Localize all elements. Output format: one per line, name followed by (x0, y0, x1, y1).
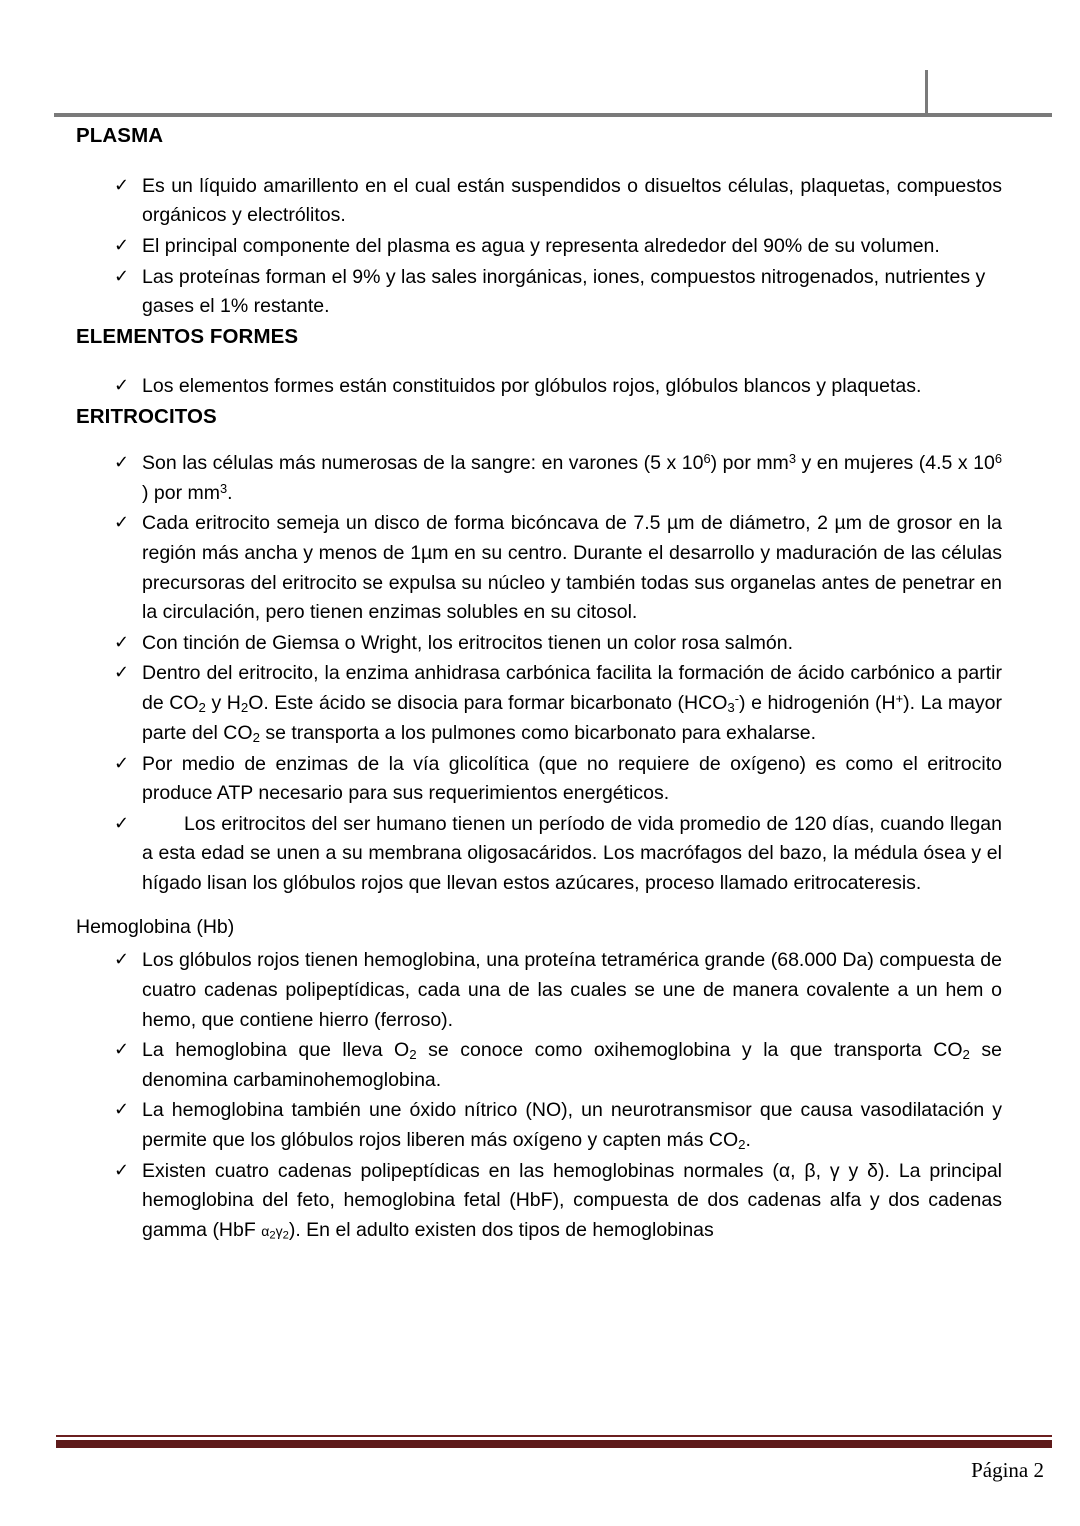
plasma-list (0, 172, 1080, 322)
page-header (0, 0, 1080, 120)
text-fragment: La hemoglobina que lleva O (142, 1039, 410, 1062)
text-fragment: Los eritrocitos del ser humano tienen un período de vida promedio de 120 días, cuando llegan a esta edad se unen a su membrana oligosacáridos. Los macrófagos del bazo, la médula ósea y el hígado lisan los glóbulos rojos que llevan estos azúcares, proceso llamado eritrocateresis. (142, 812, 1002, 895)
hbf-chain-formula (261, 1222, 289, 1242)
header-divider-rule (54, 113, 1052, 117)
page-number: Página 2 (971, 1458, 1044, 1482)
text-fragment: ) e hidrogenión (H (739, 692, 896, 715)
document-body (0, 122, 1080, 1247)
subscript: 2 (962, 1047, 970, 1063)
subscript: 2 (282, 1229, 289, 1242)
list-item (0, 810, 1080, 899)
subscript: 2 (738, 1136, 746, 1152)
text-fragment: y H (205, 692, 241, 715)
text-fragment: ) por mm (710, 451, 789, 474)
text-fragment: se transporta a los pulmones como bicarbonato para exhalarse. (259, 721, 817, 744)
superscript: 6 (994, 450, 1003, 466)
superscript: 6 (703, 450, 711, 466)
text-fragment: Dentro del eritrocito, la enzima anhidrasa carbónica facilita la formación de ácido carbónico a partir de CO (142, 662, 1002, 715)
text-fragment: ). La mayor parte del CO (142, 692, 1003, 744)
list-item: ✓ Es un líquido amarillento en el cual están suspendidos o disueltos células, plaquetas, compuestos orgánicos y electrólitos. (0, 172, 1080, 231)
section-heading-plasma: PLASMA (76, 124, 164, 147)
subscript: 2 (198, 700, 206, 716)
list-item (0, 1036, 1080, 1095)
text-fragment: y en mujeres (4.5 x 10 (795, 451, 995, 474)
text-fragment: se conoce como oxihemoglobina y la que transporta CO (416, 1039, 963, 1062)
sub-heading-hemoglobina: Hemoglobina (Hb) (76, 915, 235, 938)
text-fragment: Existen cuatro cadenas polipeptídicas en las hemoglobinas normales (α, β, γ y δ). La principal hemoglobina del feto, hemoglobina fetal (HbF), compuesta de dos cadenas alfa y dos cadenas gamma (HbF (142, 1159, 1002, 1241)
list-item: ✓ Con tinción de Giemsa o Wright, los eritrocitos tienen un color rosa salmón. (0, 629, 1080, 659)
eritrocitos-list (0, 449, 1080, 899)
list-item: ✓ Los elementos formes están constituidos por glóbulos rojos, glóbulos blancos y plaquetas. (0, 372, 1080, 402)
subscript: 3 (727, 700, 735, 716)
section-heading-elementos-formes: ELEMENTOS FORMES (76, 324, 299, 348)
list-item: ✓ Las proteínas forman el 9% y las sales inorgánicas, iones, compuestos nitrogenados, nutrientes y gases el 1% restante. (0, 263, 1080, 322)
subscript: 2 (240, 700, 249, 716)
text-fragment: α (261, 1222, 270, 1239)
header-tick-mark (925, 70, 928, 115)
subscript: 2 (269, 1229, 276, 1242)
superscript: - (734, 691, 740, 707)
footer-divider-thin (56, 1435, 1052, 1437)
text-fragment: La hemoglobina también une óxido nítrico (NO), un neurotransmisor que causa vasodilatación y permite que los glóbulos rojos liberen más oxígeno y capten más CO (142, 1099, 1002, 1152)
hemoglobina-list (0, 946, 1080, 1245)
superscript: 3 (220, 480, 228, 496)
page-footer (0, 1416, 1080, 1526)
list-item (0, 449, 1080, 509)
text-fragment: ). En el adulto existen dos tipos de hemoglobinas (288, 1218, 714, 1241)
footer-divider-thick (56, 1440, 1052, 1448)
list-item (0, 1096, 1080, 1155)
list-item: ✓ Los glóbulos rojos tienen hemoglobina, una proteína tetramérica grande (68.000 Da) compuesta de cuatro cadenas polipeptídicas, cada una de las cuales se une de manera covalente a un hem o hemo, que contiene hierro (ferroso). (0, 946, 1080, 1035)
text-fragment: Son las células más numerosas de la sangre: en varones (5 x 10 (142, 451, 704, 474)
list-item (0, 1157, 1080, 1246)
list-item: ✓ Por medio de enzimas de la vía glicolítica (que no requiere de oxígeno) es como el eritrocito produce ATP necesario para sus requerimientos energéticos. (0, 750, 1080, 809)
list-item: ✓ Cada eritrocito semeja un disco de forma bicóncava de 7.5 µm de diámetro, 2 µm de grosor en la región más ancha y menos de 1µm en su centro. Durante el desarrollo y maduración de las células precursoras del eritrocito se expulsa su núcleo y también todas sus organelas antes de penetrar en la circulación, pero tienen enzimas solubles en su citosol. (0, 509, 1080, 628)
text-fragment: ) por mm (142, 481, 220, 504)
list-item (0, 659, 1080, 748)
text-fragment: . (745, 1129, 751, 1152)
superscript: 3 (788, 450, 796, 466)
subscript: 2 (252, 729, 260, 745)
text-fragment: . (227, 481, 233, 504)
text-fragment: O. Este ácido se disocia para formar bicarbonato (HCO (248, 692, 728, 715)
superscript: + (895, 691, 904, 707)
section-heading-eritrocitos: ERITROCITOS (76, 405, 217, 429)
elementos-formes-list (0, 372, 1080, 402)
subscript: 2 (409, 1047, 417, 1063)
list-item: ✓ El principal componente del plasma es agua y representa alrededor del 90% de su volumen. (0, 232, 1080, 262)
text-fragment: se denomina carbaminohemoglobina. (142, 1039, 1003, 1091)
text-fragment: γ (275, 1222, 283, 1239)
